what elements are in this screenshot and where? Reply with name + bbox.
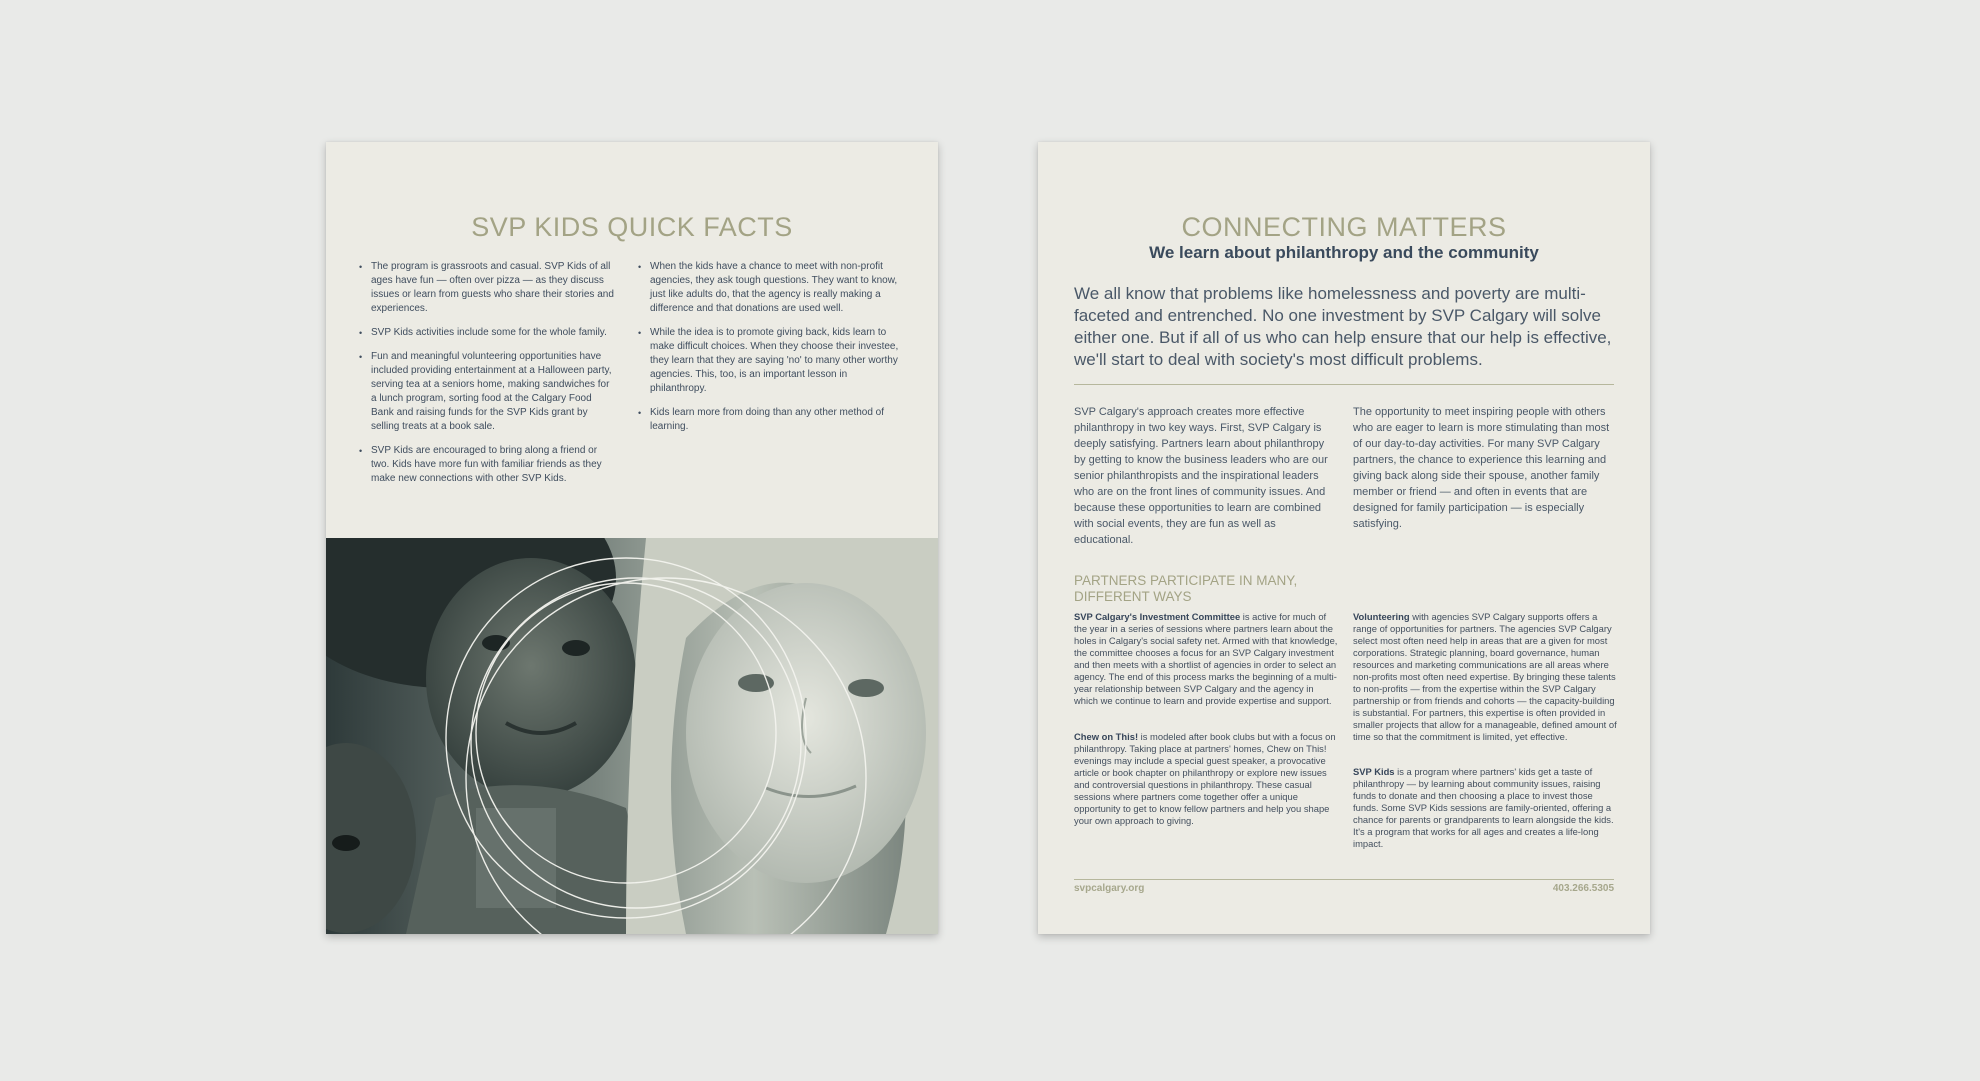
body-paragraph-left: SVP Calgary's approach creates more effective philanthropy in two key ways. First, SVP Calgary is deeply satisfying. Partners learn about philanthropy by getting to know the business leaders who are our senior philanthropists and the inspirational leaders who are on the front lines of community issues. And because these opportunities to learn are combined with social events, they are fun as well as educational.	[1074, 406, 1328, 546]
volunteering-lead: Volunteering	[1353, 611, 1410, 622]
intro-paragraph: We all know that problems like homelessness and poverty are multi-faceted and entrenched. No one investment by SVP Calgary will solve either one. But if all of us who can help ensure that our help is effective, we'll start to deal with society's most difficult problems.	[1074, 284, 1612, 369]
chew-on-this-text: is modeled after book clubs but with a focus on philanthropy. Taking place at partners' homes, Chew on This! evenings may include a special guest speaker, a provocative article or book chapter on philanthropy or explore new issues and controversial questions in philanthropy. These casual sessions where partners come together offer a unique opportunity to get to know fellow partners and help you shape your own approach to giving.	[1074, 731, 1336, 826]
left-page	[326, 142, 938, 934]
quick-facts-column-1	[361, 260, 614, 496]
connecting-matters-title: CONNECTING MATTERS	[1181, 212, 1507, 242]
connecting-matters-subtitle: We learn about philanthropy and the community	[1149, 243, 1539, 262]
quick-facts-title: SVP KIDS QUICK FACTS	[471, 212, 793, 242]
quick-facts-panel	[326, 142, 938, 537]
svp-kids-paragraph	[1353, 766, 1617, 850]
fact-item: • Kids learn more from doing than any other method of learning.	[640, 406, 902, 434]
quick-facts-column-2	[640, 260, 902, 444]
fact-item: • SVP Kids activities include some for the whole family.	[361, 326, 614, 340]
svp-kids-lead: SVP Kids	[1353, 766, 1395, 777]
fact-item: • SVP Kids are encouraged to bring along a friend or two. Kids have more fun with familiar friends as they make new connections with other SVP Kids.	[361, 444, 614, 486]
chew-on-this-paragraph	[1074, 731, 1338, 827]
fact-item: • Fun and meaningful volunteering opportunities have included providing entertainment at a Halloween party, serving tea at a seniors home, making sandwiches for a lunch program, sorting food at the Calgary Food Bank and raising funds for the SVP Kids grant by selling treats at a book sale.	[361, 350, 614, 434]
body-paragraph-right: The opportunity to meet inspiring people with others who are eager to learn is more stimulating than most of our day-to-day activities. For many SVP Calgary partners, the chance to experience this learning and giving back along side their spouse, another family member or friend — and often in events that are designed for family participation — is especially satisfying.	[1353, 406, 1610, 530]
kids-photo	[326, 538, 938, 934]
right-page	[1038, 142, 1650, 934]
fact-item: • When the kids have a chance to meet with non-profit agencies, they ask tough questions. They want to know, just like adults do, that the agency is really making a difference and that donations are used well.	[640, 260, 902, 316]
divider	[1074, 384, 1614, 385]
footer-website: svpcalgary.org	[1074, 883, 1145, 894]
investment-committee-lead: SVP Calgary's Investment Committee	[1074, 611, 1241, 622]
footer-phone: 403.266.5305	[1552, 883, 1614, 894]
volunteering-text: with agencies SVP Calgary supports offers a range of opportunities for partners. The agencies SVP Calgary select most often need help in areas that are a given for most corporations. Strategic planning, board governance, human resources and marketing communications are all areas where non-profits most often need expertise. By bringing these talents to non-profits — from the expertise within the SVP Calgary partnership or from friends and cohorts — the capacity-building is substantial. For partners, this expertise is often provided in smaller projects that allow for a manageable, defined amount of time so that the commitment is limited, yet effective.	[1353, 611, 1617, 742]
investment-committee-text: is active for much of the year in a series of sessions where partners learn about the holes in Calgary's social safety net. Armed with that knowledge, the committee chooses a focus for an SVP Calgary investment and then meets with a shortlist of agencies in order to select an agency. The end of this process marks the beginning of a multi-year relationship between SVP Calgary and the agency in which we continue to learn and provide expertise and support.	[1074, 611, 1338, 706]
kids-photo-illustration	[326, 538, 938, 934]
investment-committee-paragraph	[1074, 611, 1338, 707]
volunteering-paragraph	[1353, 611, 1617, 743]
section-heading: PARTNERS PARTICIPATE IN MANY, DIFFERENT WAYS	[1074, 573, 1298, 604]
svp-kids-text: is a program where partners' kids get a taste of philanthropy — by learning about community issues, raising funds to donate and then choosing a place to invest those funds. Some SVP Kids sessions are family-oriented, offering a chance for parents or grandparents to learn alongside the kids. It's a program that works for all ages and creates a life-long impact.	[1353, 766, 1614, 849]
fact-item: • While the idea is to promote giving back, kids learn to make difficult choices. When they choose their investee, they learn that they are saying 'no' to many other worthy agencies. This, too, is an important lesson in philanthropy.	[640, 326, 902, 396]
fact-item: • The program is grassroots and casual. SVP Kids of all ages have fun — often over pizza — as they discuss issues or learn from guests who share their stories and experiences.	[361, 260, 614, 316]
chew-on-this-lead: Chew on This!	[1074, 731, 1139, 742]
footer-divider	[1074, 879, 1614, 880]
